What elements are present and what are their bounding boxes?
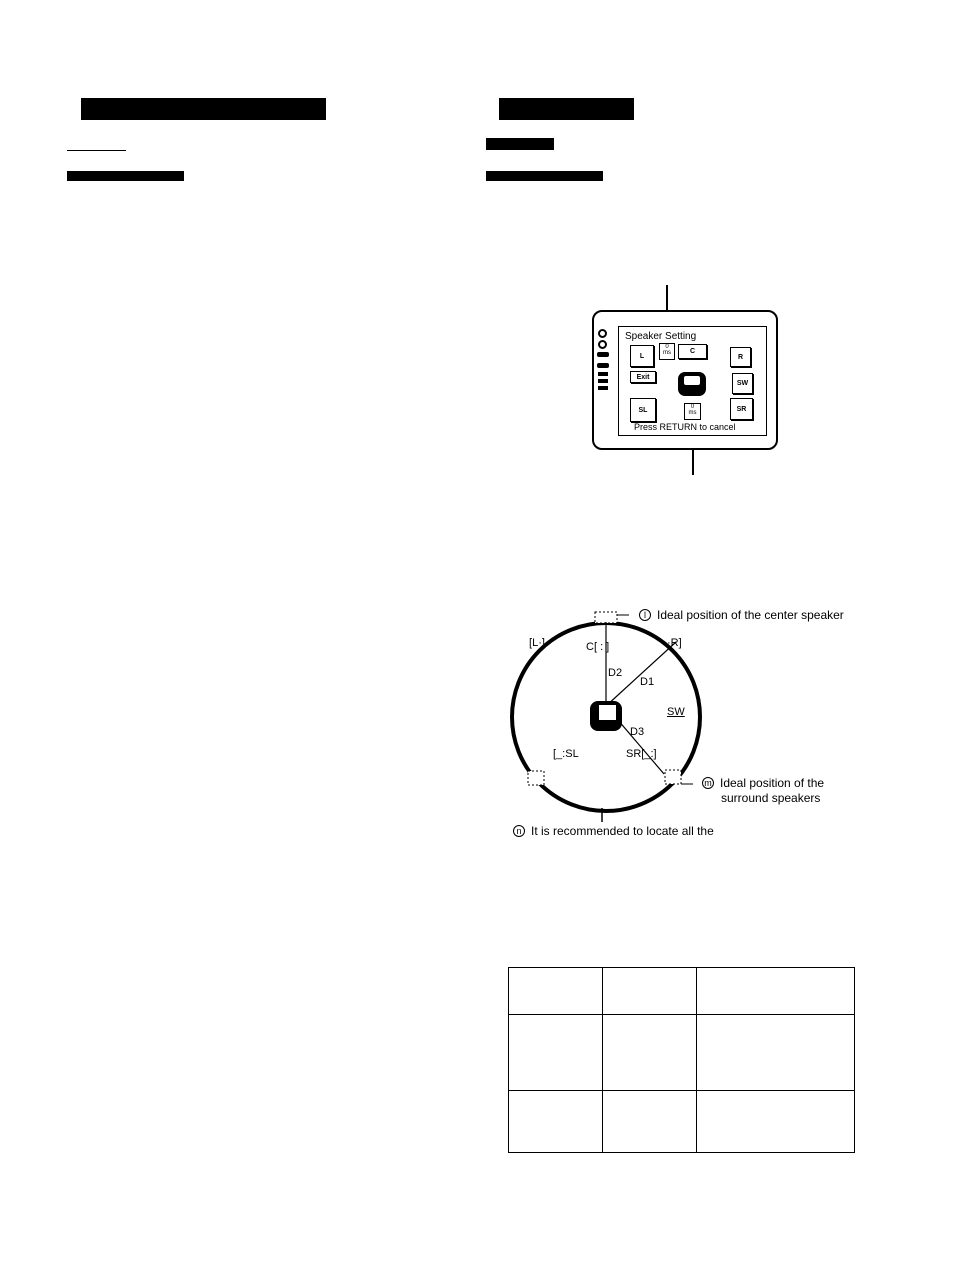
table-row: [509, 1091, 855, 1153]
left-subheading-underline: [67, 150, 126, 151]
room-speaker-sl-label: [_:SL: [553, 748, 579, 760]
marker-m: m: [702, 777, 714, 789]
tv-side-button-icon: [598, 329, 607, 338]
tv-footer-text: Press RETURN to cancel: [634, 422, 736, 432]
table-cell: [509, 968, 603, 1015]
ideal-surround-left-marker: [528, 771, 544, 785]
table-cell: [697, 968, 855, 1015]
tv-side-slot-icon: [598, 372, 608, 376]
tv-side-button-icon: [598, 340, 607, 349]
tv-speaker-c-button[interactable]: C: [678, 344, 707, 359]
marker-n: n: [513, 825, 525, 837]
right-heading-bar: [499, 98, 634, 120]
tv-side-slot-icon: [597, 363, 609, 368]
rear-delay-box: [684, 403, 701, 420]
sofa-seat: [599, 705, 616, 720]
distance-d2-label: D2: [608, 667, 623, 679]
front-delay-value: 0: [665, 344, 669, 350]
tv-speaker-l-button[interactable]: L: [630, 345, 654, 367]
room-speaker-l-label: [L·]: [529, 637, 545, 649]
exit-button[interactable]: Exit: [630, 371, 656, 383]
speaker-setting-title: Speaker Setting: [625, 331, 697, 342]
tv-speaker-r-button[interactable]: R: [730, 347, 751, 367]
tv-side-slot-icon: [598, 386, 608, 390]
right-subheading-bar-2: [486, 171, 603, 181]
annotation-center-speaker: l Ideal position of the center speaker: [639, 608, 844, 623]
table-cell: [697, 1015, 855, 1091]
annotation-recommendation: n It is recommended to locate all the: [513, 824, 714, 839]
room-speaker-c-label: C[ : ]: [586, 641, 610, 653]
left-heading-bar: [81, 98, 326, 120]
table-row: [509, 968, 855, 1015]
table-cell: [603, 1091, 697, 1153]
right-subheading-bar-1: [486, 138, 554, 150]
tv-speaker-sl-button[interactable]: SL: [630, 398, 656, 422]
rear-delay-value: 0: [690, 404, 695, 410]
tv-screen-figure: [592, 310, 778, 450]
rear-delay-unit: ms: [688, 410, 697, 416]
marker-l: l: [639, 609, 651, 621]
table-cell: [603, 1015, 697, 1091]
ideal-center-speaker-marker: [595, 612, 617, 623]
table-cell: [603, 968, 697, 1015]
tv-speaker-sr-button[interactable]: SR: [730, 398, 753, 420]
table-cell: [509, 1091, 603, 1153]
room-speaker-sr-label: SR[_:]: [626, 748, 657, 760]
distance-d1-label: D1: [640, 676, 655, 688]
annotation-surround-speakers: m Ideal position of the surround speakers: [702, 776, 824, 806]
table-row: [509, 1015, 855, 1091]
left-subheading-bar: [67, 171, 184, 181]
data-table: [508, 967, 855, 1153]
tv-speaker-sw-button[interactable]: SW: [732, 373, 753, 394]
room-speaker-sw-label: SW: [667, 706, 685, 718]
listener-sofa-icon: [678, 372, 706, 396]
distance-d3-label: D3: [630, 726, 645, 738]
table-cell: [509, 1015, 603, 1091]
front-delay-unit: ms: [663, 350, 671, 356]
table-cell: [697, 1091, 855, 1153]
front-delay-box: [659, 343, 675, 360]
ideal-surround-right-marker: [665, 770, 681, 784]
tv-side-slot-icon: [598, 379, 608, 383]
room-speaker-r-label: ·R]: [667, 637, 682, 649]
tv-side-slot-icon: [597, 352, 609, 357]
